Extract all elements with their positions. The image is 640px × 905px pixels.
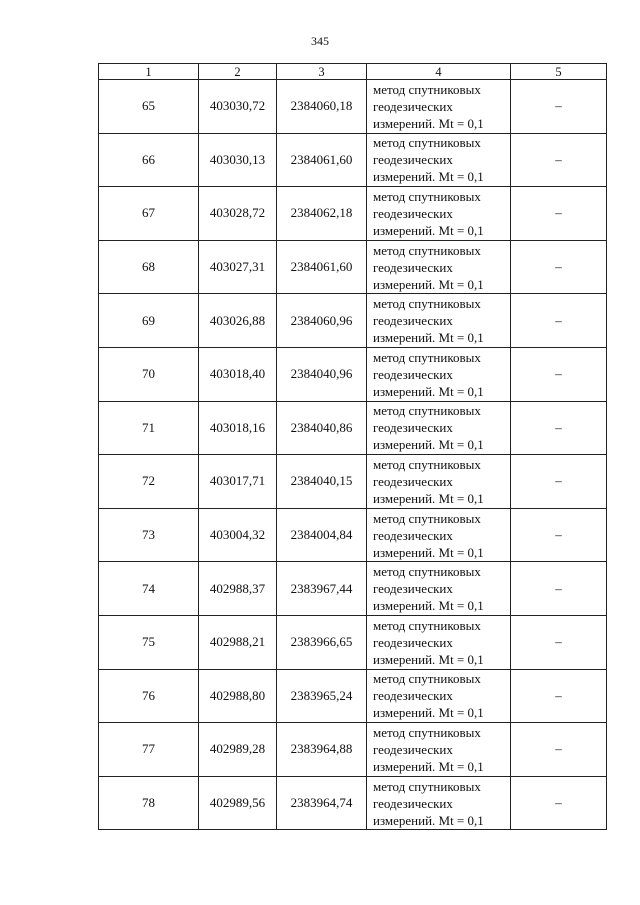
method-line: геодезических: [373, 420, 453, 436]
y-coordinate-cell: 2383964,74: [277, 776, 367, 830]
table-row: [99, 455, 607, 509]
y-coordinate-cell: 2384060,96: [277, 294, 367, 348]
table-header-row: [99, 64, 607, 80]
point-number-cell: 76: [99, 669, 199, 723]
method-line: измерений. Mt = 0,1: [373, 812, 484, 828]
method-line: метод спутниковых: [373, 510, 481, 526]
method-cell: [367, 187, 511, 241]
notes-cell: –: [511, 776, 607, 830]
notes-cell: –: [511, 80, 607, 134]
notes-cell: –: [511, 294, 607, 348]
method-line: измерений. Mt = 0,1: [373, 330, 484, 346]
notes-cell: –: [511, 401, 607, 455]
method-cell: [367, 80, 511, 134]
y-coordinate-cell: 2384062,18: [277, 187, 367, 241]
table-body: [99, 80, 607, 830]
method-line: измерений. Mt = 0,1: [373, 758, 484, 774]
method-line: метод спутниковых: [373, 403, 481, 419]
x-coordinate-cell: 403028,72: [199, 187, 277, 241]
method-line: метод спутниковых: [373, 135, 481, 151]
point-number-cell: 68: [99, 240, 199, 294]
method-line: метод спутниковых: [373, 456, 481, 472]
column-header-5: 5: [511, 64, 607, 80]
notes-cell: –: [511, 508, 607, 562]
method-line: измерений. Mt = 0,1: [373, 437, 484, 453]
method-line: геодезических: [373, 259, 453, 275]
y-coordinate-cell: 2384004,84: [277, 508, 367, 562]
column-header-4: 4: [367, 64, 511, 80]
table-row: [99, 669, 607, 723]
x-coordinate-cell: 402988,80: [199, 669, 277, 723]
method-cell: [367, 562, 511, 616]
column-header-3: 3: [277, 64, 367, 80]
notes-cell: –: [511, 187, 607, 241]
x-coordinate-cell: 402989,56: [199, 776, 277, 830]
y-coordinate-cell: 2384040,15: [277, 455, 367, 509]
notes-cell: –: [511, 347, 607, 401]
x-coordinate-cell: 403030,72: [199, 80, 277, 134]
method-cell: [367, 615, 511, 669]
method-line: геодезических: [373, 795, 453, 811]
table-row: [99, 508, 607, 562]
method-cell: [367, 294, 511, 348]
notes-cell: –: [511, 723, 607, 777]
method-line: метод спутниковых: [373, 296, 481, 312]
method-line: метод спутниковых: [373, 242, 481, 258]
table-row: [99, 562, 607, 616]
method-line: метод спутниковых: [373, 671, 481, 687]
point-number-cell: 67: [99, 187, 199, 241]
point-number-cell: 78: [99, 776, 199, 830]
table-row: [99, 615, 607, 669]
column-header-2: 2: [199, 64, 277, 80]
method-line: геодезических: [373, 688, 453, 704]
method-line: метод спутниковых: [373, 724, 481, 740]
method-cell: [367, 723, 511, 777]
method-cell: [367, 133, 511, 187]
point-number-cell: 71: [99, 401, 199, 455]
point-number-cell: 70: [99, 347, 199, 401]
x-coordinate-cell: 402989,28: [199, 723, 277, 777]
notes-cell: –: [511, 615, 607, 669]
y-coordinate-cell: 2383964,88: [277, 723, 367, 777]
method-line: измерений. Mt = 0,1: [373, 544, 484, 560]
method-line: измерений. Mt = 0,1: [373, 651, 484, 667]
method-cell: [367, 776, 511, 830]
method-cell: [367, 401, 511, 455]
point-number-cell: 77: [99, 723, 199, 777]
method-line: геодезических: [373, 366, 453, 382]
x-coordinate-cell: 402988,21: [199, 615, 277, 669]
method-line: геодезических: [373, 205, 453, 221]
notes-cell: –: [511, 669, 607, 723]
y-coordinate-cell: 2384061,60: [277, 133, 367, 187]
method-line: измерений. Mt = 0,1: [373, 115, 484, 131]
table-row: [99, 80, 607, 134]
point-number-cell: 74: [99, 562, 199, 616]
method-line: метод спутниковых: [373, 564, 481, 580]
method-line: измерений. Mt = 0,1: [373, 276, 484, 292]
table-row: [99, 347, 607, 401]
y-coordinate-cell: 2383966,65: [277, 615, 367, 669]
x-coordinate-cell: 403018,16: [199, 401, 277, 455]
method-line: геодезических: [373, 741, 453, 757]
notes-cell: –: [511, 455, 607, 509]
method-cell: [367, 347, 511, 401]
notes-cell: –: [511, 133, 607, 187]
y-coordinate-cell: 2384061,60: [277, 240, 367, 294]
method-line: метод спутниковых: [373, 349, 481, 365]
method-line: геодезических: [373, 98, 453, 114]
method-cell: [367, 508, 511, 562]
method-line: измерений. Mt = 0,1: [373, 705, 484, 721]
point-number-cell: 72: [99, 455, 199, 509]
table-row: [99, 294, 607, 348]
method-line: геодезических: [373, 473, 453, 489]
y-coordinate-cell: 2383965,24: [277, 669, 367, 723]
point-number-cell: 75: [99, 615, 199, 669]
method-cell: [367, 455, 511, 509]
coordinates-table: [98, 63, 607, 830]
method-line: геодезических: [373, 527, 453, 543]
x-coordinate-cell: 403017,71: [199, 455, 277, 509]
method-line: геодезических: [373, 313, 453, 329]
table-row: [99, 723, 607, 777]
method-line: измерений. Mt = 0,1: [373, 169, 484, 185]
method-cell: [367, 240, 511, 294]
method-cell: [367, 669, 511, 723]
table-row: [99, 401, 607, 455]
notes-cell: –: [511, 562, 607, 616]
method-line: измерений. Mt = 0,1: [373, 490, 484, 506]
point-number-cell: 65: [99, 80, 199, 134]
method-line: измерений. Mt = 0,1: [373, 383, 484, 399]
method-line: измерений. Mt = 0,1: [373, 598, 484, 614]
method-line: метод спутниковых: [373, 81, 481, 97]
notes-cell: –: [511, 240, 607, 294]
y-coordinate-cell: 2384040,86: [277, 401, 367, 455]
x-coordinate-cell: 403018,40: [199, 347, 277, 401]
method-line: метод спутниковых: [373, 617, 481, 633]
column-header-1: 1: [99, 64, 199, 80]
point-number-cell: 66: [99, 133, 199, 187]
table-row: [99, 187, 607, 241]
method-line: метод спутниковых: [373, 188, 481, 204]
y-coordinate-cell: 2383967,44: [277, 562, 367, 616]
page-number: 345: [311, 34, 329, 48]
table-row: [99, 133, 607, 187]
table-row: [99, 240, 607, 294]
method-line: измерений. Mt = 0,1: [373, 222, 484, 238]
x-coordinate-cell: 403027,31: [199, 240, 277, 294]
method-line: геодезических: [373, 581, 453, 597]
method-line: метод спутниковых: [373, 778, 481, 794]
point-number-cell: 69: [99, 294, 199, 348]
x-coordinate-cell: 402988,37: [199, 562, 277, 616]
table-row: [99, 776, 607, 830]
method-line: геодезических: [373, 152, 453, 168]
x-coordinate-cell: 403026,88: [199, 294, 277, 348]
y-coordinate-cell: 2384060,18: [277, 80, 367, 134]
y-coordinate-cell: 2384040,96: [277, 347, 367, 401]
x-coordinate-cell: 403030,13: [199, 133, 277, 187]
method-line: геодезических: [373, 634, 453, 650]
x-coordinate-cell: 403004,32: [199, 508, 277, 562]
point-number-cell: 73: [99, 508, 199, 562]
